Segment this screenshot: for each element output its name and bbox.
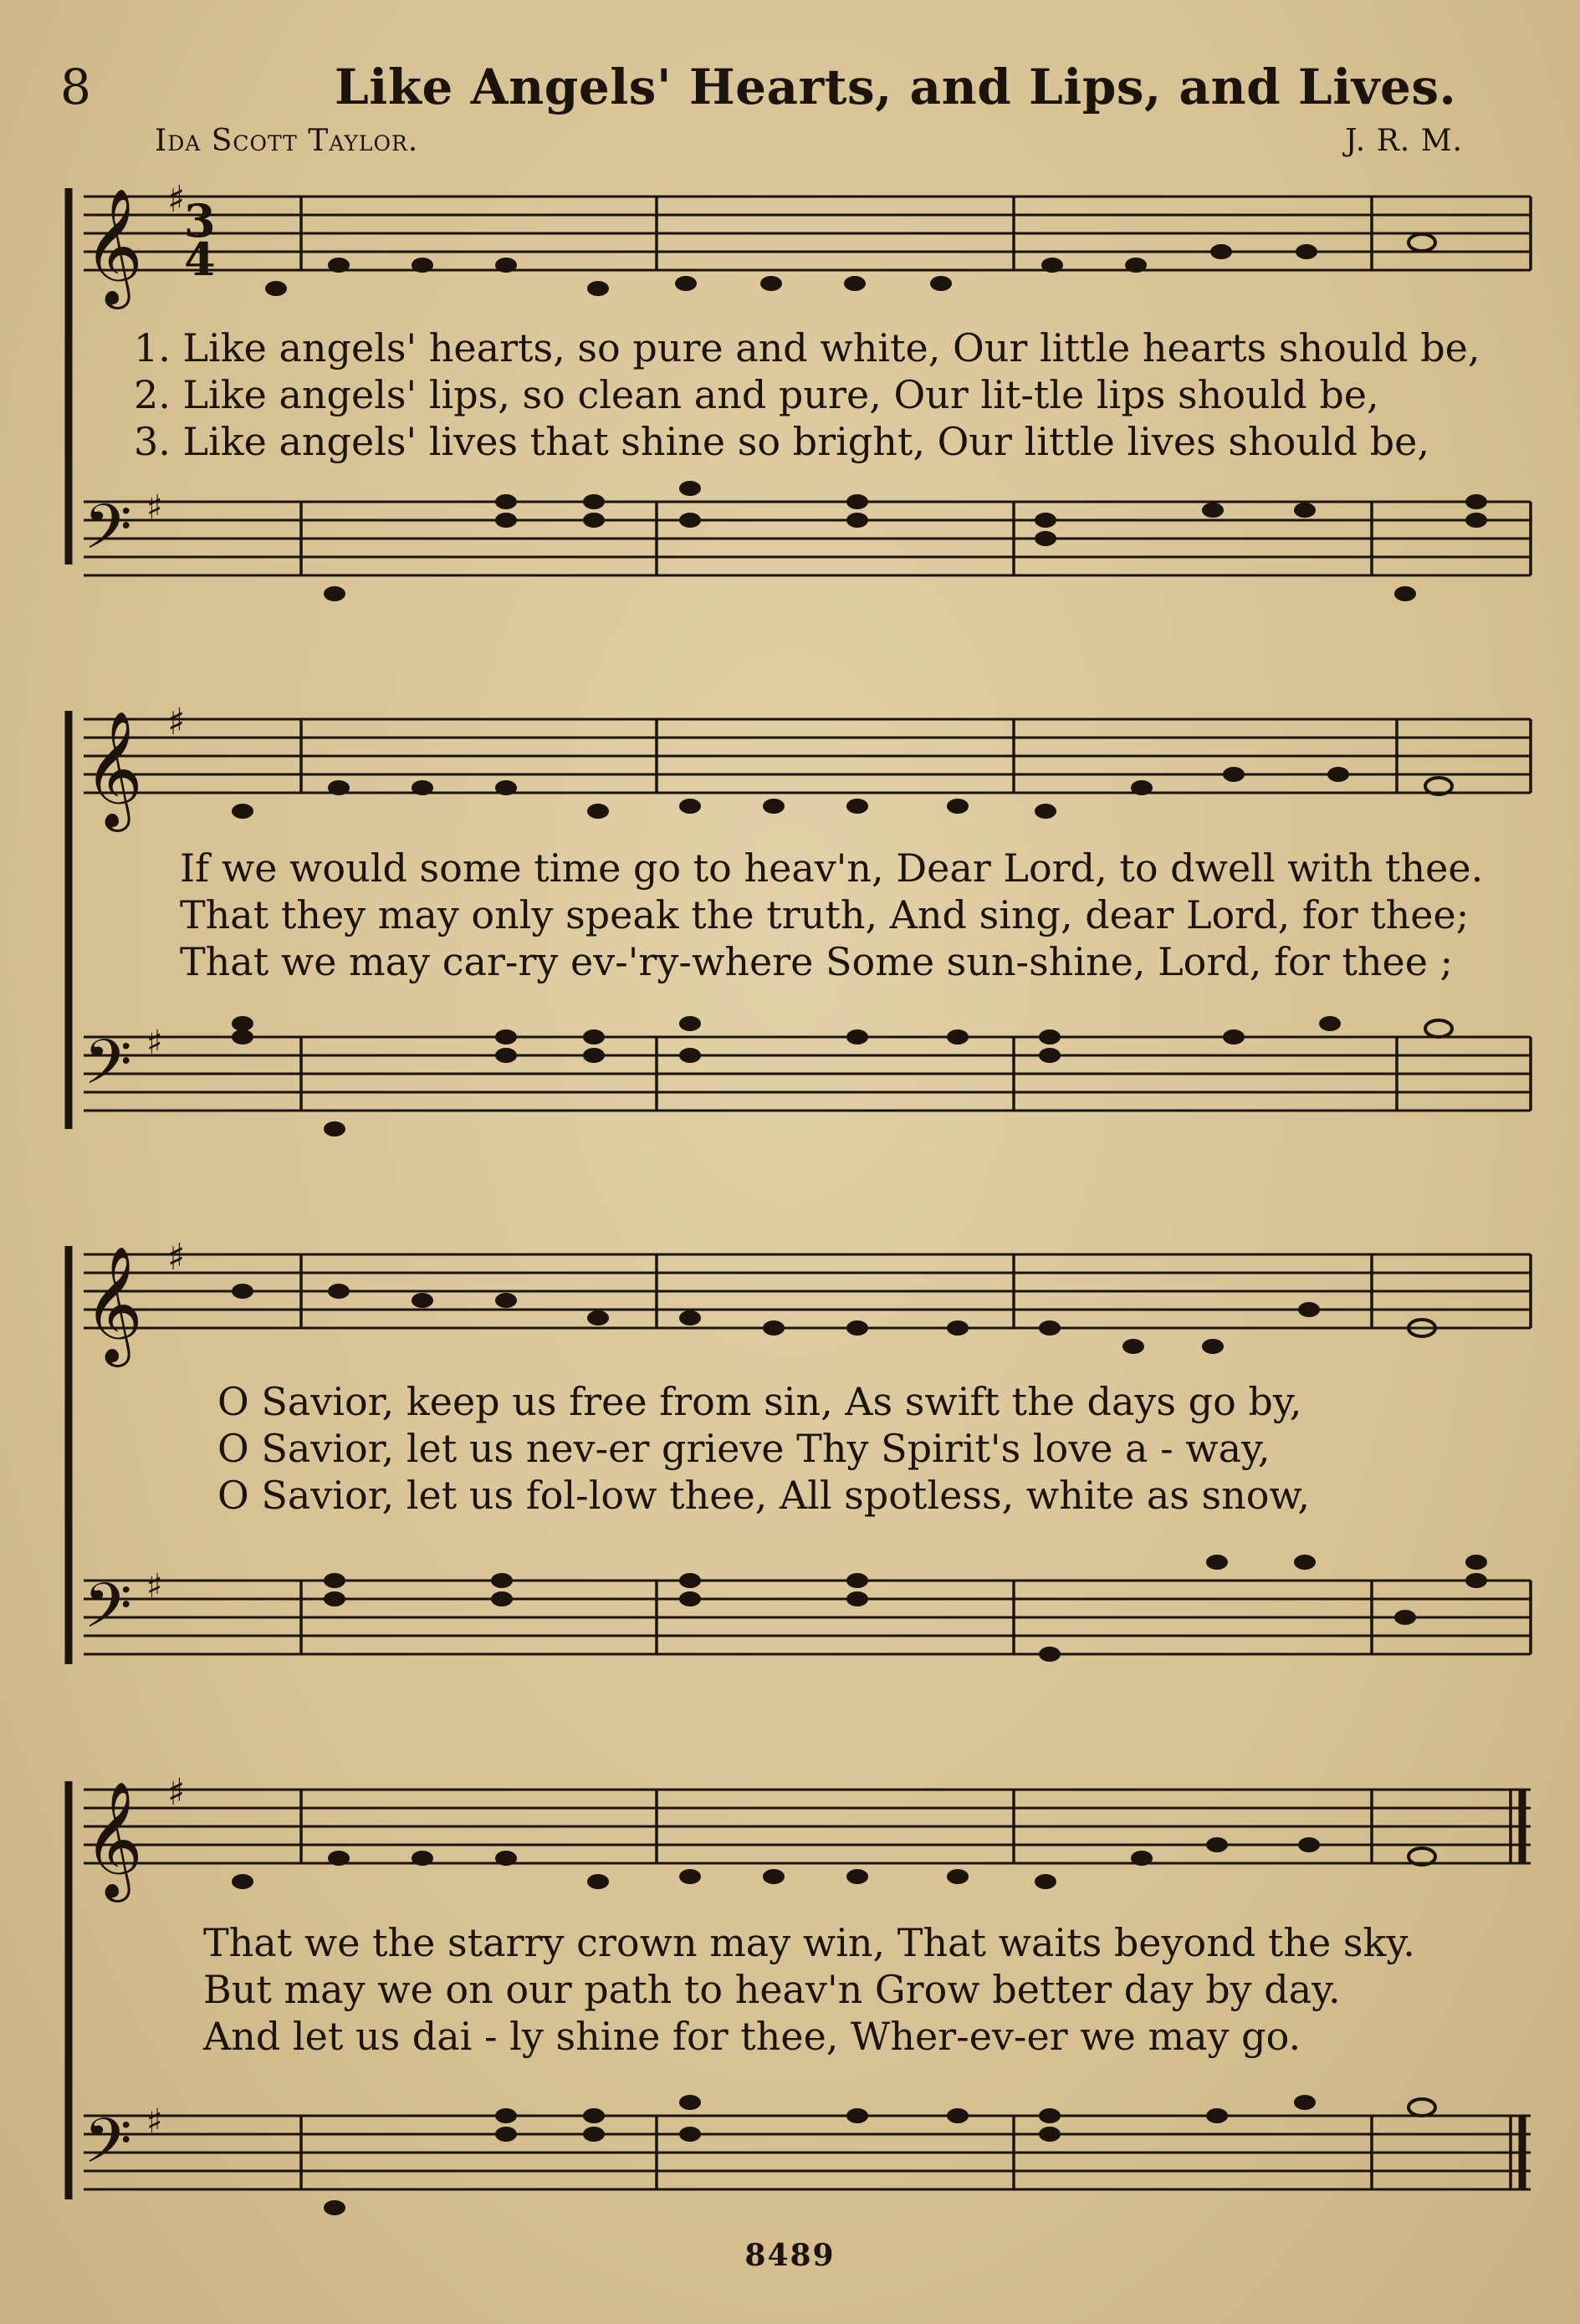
treble-staff-system-2	[0, 694, 1580, 845]
lyric-line: 2. Like angels' lips, so clean and pure, Our lit-tle lips should be,	[134, 372, 1379, 417]
sharp-icon: ♯	[167, 178, 186, 221]
lyric-line: 3. Like angels' lives that shine so bright, Our little lives should be,	[134, 419, 1429, 464]
lyric-line: O Savior, let us fol-low thee, All spotless, white as snow,	[217, 1473, 1310, 1518]
hymn-title: Like Angels' Hearts, and Lips, and Lives.	[335, 59, 1457, 115]
treble-clef-icon: 𝄞	[84, 1246, 143, 1362]
note-heads	[324, 481, 1487, 601]
treble-clef-icon: 𝄞	[84, 188, 143, 304]
lyric-line: That we the starry crown may win, That waits beyond the sky.	[203, 1920, 1415, 1965]
bass-clef-icon: 𝄢	[84, 491, 132, 579]
sharp-icon: ♯	[146, 488, 163, 527]
treble-clef-icon: 𝄞	[84, 1781, 143, 1898]
treble-clef-icon: 𝄞	[84, 711, 143, 827]
sharp-icon: ♯	[167, 1771, 186, 1814]
lyrics-verse-block-4	[203, 1919, 1415, 2060]
lyrics-verse-block-2	[180, 845, 1483, 985]
treble-staff-system-1	[0, 171, 1580, 339]
lyric-line: 1. Like angels' hearts, so pure and white, Our little hearts should be,	[134, 325, 1480, 370]
time-signature-lower: 4	[184, 232, 216, 286]
sharp-icon: ♯	[146, 2102, 163, 2141]
sharp-icon: ♯	[167, 701, 186, 743]
bass-staff-system-4	[0, 2091, 1580, 2233]
note-heads	[324, 2095, 1435, 2215]
sharp-icon: ♯	[167, 1236, 186, 1279]
note-heads	[232, 1284, 1435, 1354]
plate-number: 8489	[744, 2238, 836, 2273]
composer-credit: J. R. M.	[1345, 124, 1463, 158]
bass-staff-system-1	[0, 477, 1580, 627]
bass-staff-system-2	[0, 1012, 1580, 1154]
lyric-line: O Savior, keep us free from sin, As swift the days go by,	[217, 1379, 1302, 1424]
lyric-line: O Savior, let us nev-er grieve Thy Spirit's love a - way,	[217, 1426, 1271, 1471]
sharp-icon: ♯	[146, 1567, 163, 1606]
lyrics-verse-block-3	[217, 1378, 1310, 1519]
page-number: 8	[60, 59, 91, 115]
note-heads	[324, 1555, 1487, 1662]
lyric-line: And let us dai - ly shine for thee, Wher-ev-er we may go.	[203, 2014, 1301, 2059]
lyric-line: That we may car-ry ev-'ry-where Some sun-shine, Lord, for thee ;	[180, 939, 1454, 984]
note-heads	[232, 1016, 1452, 1136]
treble-staff-system-4	[0, 1765, 1580, 1915]
bass-clef-icon: 𝄢	[84, 2105, 132, 2193]
treble-staff-system-3	[0, 1229, 1580, 1380]
bass-staff-system-3	[0, 1555, 1580, 1698]
lyric-line: If we would some time go to heav'n, Dear Lord, to dwell with thee.	[180, 845, 1484, 891]
time-signature-upper: 3	[184, 194, 216, 248]
lyric-line: But may we on our path to heav'n Grow better day by day.	[203, 1967, 1341, 2012]
bass-clef-icon: 𝄢	[84, 1026, 132, 1114]
note-heads	[265, 234, 1435, 296]
author-credit: Ida Scott Taylor.	[155, 124, 419, 158]
lyrics-verse-block-1	[134, 324, 1480, 465]
sharp-icon: ♯	[146, 1024, 163, 1062]
lyric-line: That they may only speak the truth, And sing, dear Lord, for thee;	[180, 892, 1470, 937]
bass-clef-icon: 𝄢	[84, 1570, 132, 1657]
